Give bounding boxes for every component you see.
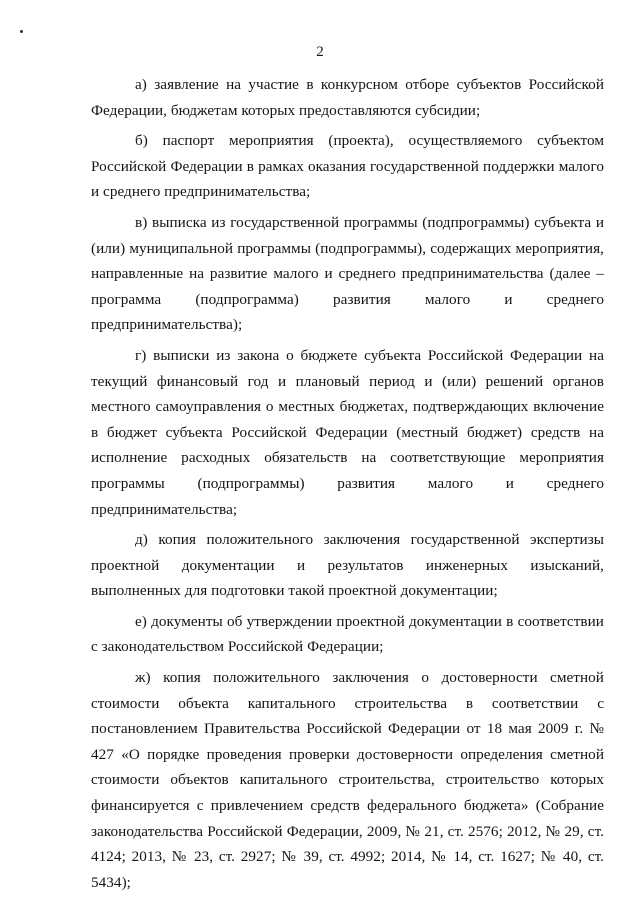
paragraph-v: в) выписка из государственной программы (подпрограммы) субъекта и (или) муниципальной программы (подпрограммы), содержащих мероприятия, направленные на развитие малого и среднего предпринимательства (далее – программа (подпрограмма) развития малого и среднего предпринимательства); [91, 213, 604, 334]
paragraph-b: б) паспорт мероприятия (проекта), осуществляемого субъектом Российской Федерации в рамках оказания государственной поддержки малого и среднего предпринимательства; [91, 132, 604, 201]
paragraph-e: е) документы об утверждении проектной документации в соответствии с законодательством Российской Федерации; [91, 612, 604, 656]
paragraph-g: г) выписки из закона о бюджете субъекта Российской Федерации на текущий финансовый год и плановый период и (или) решений органов местного самоуправления о местных бюджетах, подтверждающих включение в бюджет субъекта Российской Федерации (местный бюджет) средств на исполнение расходных обязательств на соответствующие мероприятия программы (подпрограммы) развития малого и среднего предпринимательства; [91, 346, 604, 518]
page-number: 2 [316, 44, 324, 60]
paragraph-d: д) копия положительного заключения государственной экспертизы проектной документации и результатов инженерных изысканий, выполненных для подготовки такой проектной документации; [91, 531, 604, 600]
scan-speck [20, 30, 23, 33]
paragraph-zh: ж) копия положительного заключения о достоверности сметной стоимости объекта капитального строительства в соответствии с постановлением Правительства Российской Федерации от 18 мая 2009 г. № 427 «О порядке проведения проверки достоверности определения сметной стоимости объектов капитального строительства, строительство которых финансируется с привлечением средств федерального бюджета» (Собрание законодательства Российской Федерации, 2009, № 21, ст. 2576; 2012, № 29, ст. 4124; 2013, № 23, ст. 2927; № 39, ст. 4992; 2014, № 14, ст. 1627; № 40, ст. 5434); [91, 669, 604, 891]
paragraph-a: а) заявление на участие в конкурсном отборе субъектов Российской Федерации, бюджетам которых предоставляются субсидии; [91, 76, 604, 119]
document-body [91, 72, 604, 897]
